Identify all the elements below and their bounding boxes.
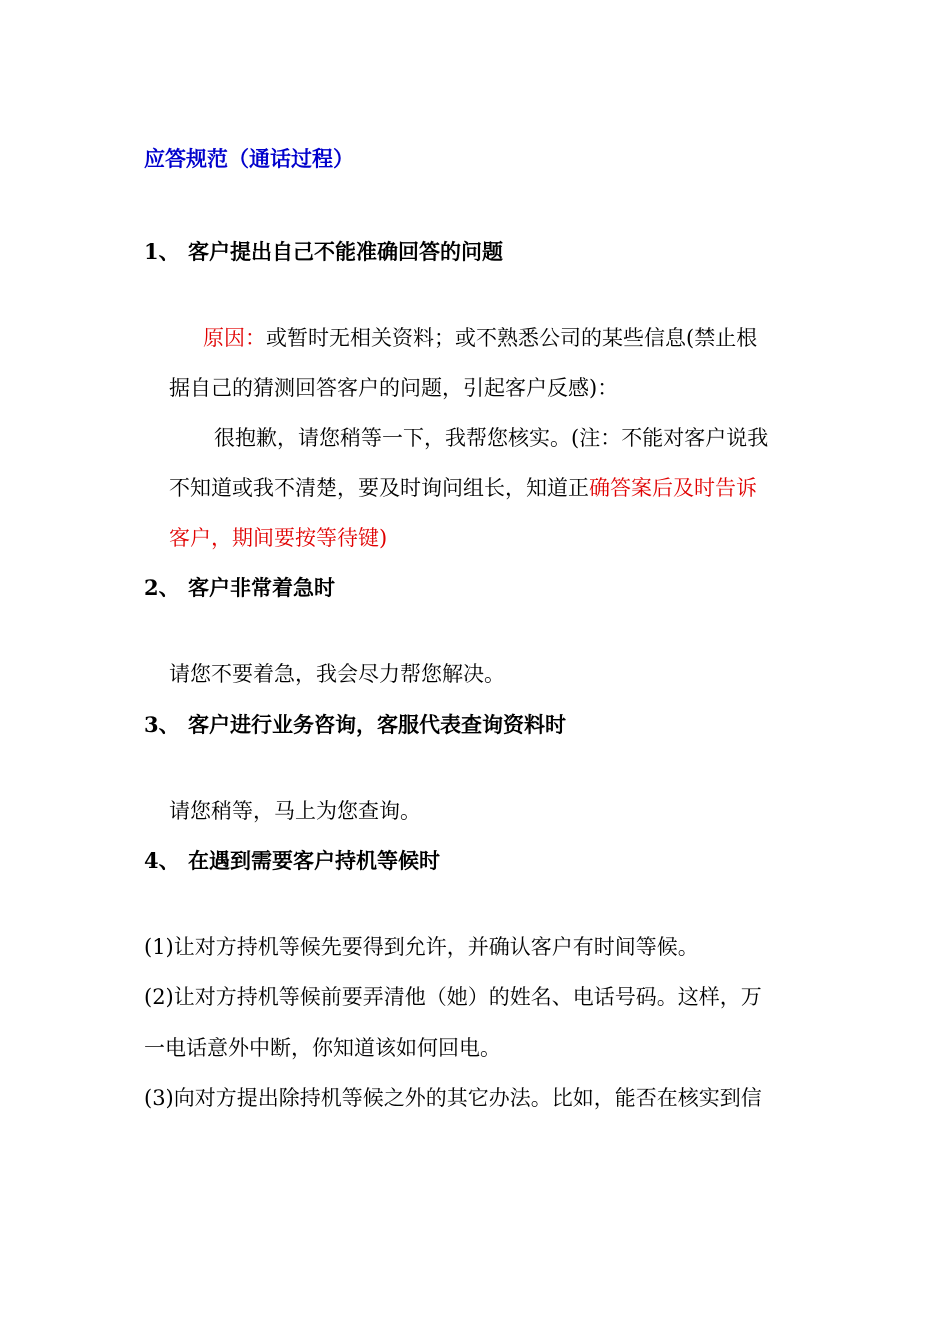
section-4-heading-text: 在遇到需要客户持机等候时	[188, 848, 440, 873]
reply-2-black: 不知道或我不清楚，要及时询问组长，知道正	[169, 476, 589, 500]
section-2-reply: 请您不要着急，我会尽力帮您解决。	[169, 662, 505, 686]
section-4-number: 4、	[144, 848, 180, 873]
section-1-number: 1、	[144, 239, 180, 264]
section-1-reply-line-3: 客户，期间要按等待键)	[169, 526, 388, 550]
section-3-heading	[144, 710, 566, 740]
section-3-heading-text: 客户进行业务咨询，客服代表查询资料时	[188, 712, 566, 737]
section-3-number: 3、	[144, 712, 180, 737]
page-title: 应答规范（通话过程）	[144, 146, 354, 171]
section-2-heading	[144, 573, 335, 603]
section-2-number: 2、	[144, 575, 180, 600]
section-1-reason-line-1	[203, 323, 757, 353]
section-4-heading	[144, 846, 440, 876]
section-1-heading-text: 客户提出自己不能准确回答的问题	[188, 239, 503, 264]
section-4-item: (1)让对方持机等候先要得到允许，并确认客户有时间等候。	[144, 935, 699, 959]
section-4-item: (2)让对方持机等候前要弄清他（她）的姓名、电话号码。这样，万	[144, 985, 762, 1009]
section-2-heading-text: 客户非常着急时	[188, 575, 335, 600]
section-1-reason-line-2: 据自己的猜测回答客户的问题，引起客户反感)：	[169, 376, 619, 400]
section-1-reply-line-2	[169, 473, 757, 503]
section-4-item: (3)向对方提出除持机等候之外的其它办法。比如，能否在核实到信	[144, 1086, 762, 1110]
section-1-reply-line-1: 很抱歉，请您稍等一下，我帮您核实。(注：不能对客户说我	[214, 426, 769, 450]
reason-label: 原因：	[203, 326, 266, 350]
section-3-reply: 请您稍等，马上为您查询。	[169, 799, 421, 823]
reply-2-red: 确答案后及时告诉	[589, 476, 757, 500]
section-1-heading	[144, 237, 503, 267]
section-4-item: 一电话意外中断，你知道该如何回电。	[144, 1036, 501, 1060]
reason-text-1: 或暂时无相关资料；或不熟悉公司的某些信息(禁止根	[266, 326, 758, 350]
